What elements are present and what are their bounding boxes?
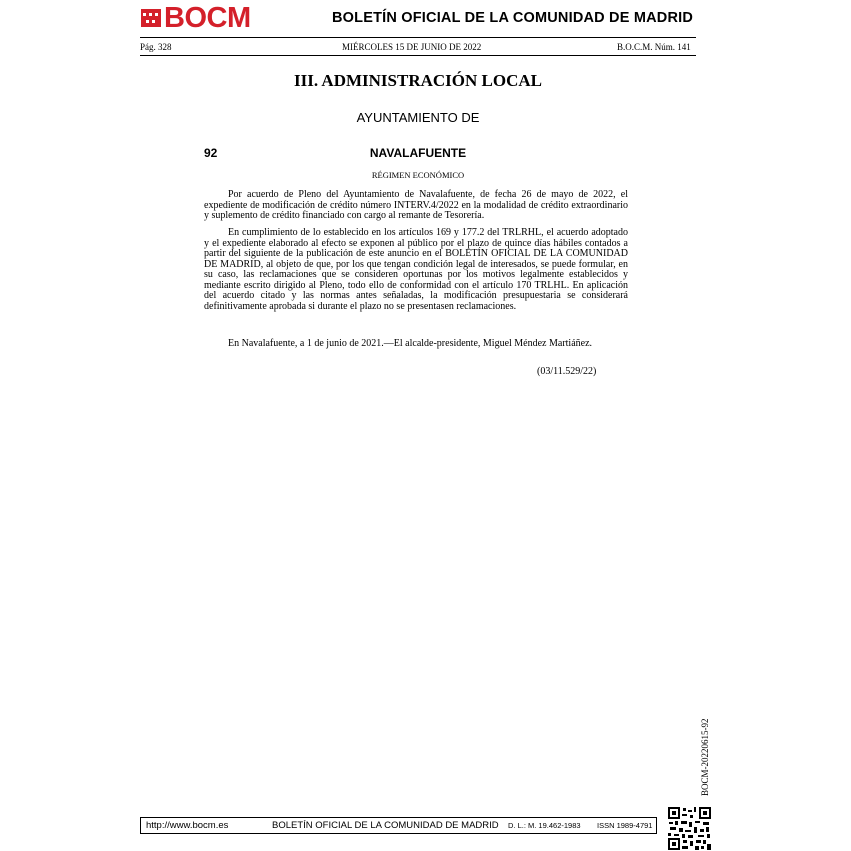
legal-deposit: D. L.: M. 19.462-1983 (508, 821, 581, 830)
header-rule-bottom (140, 55, 696, 56)
footer-url-link[interactable]: http://www.bocm.es (146, 820, 229, 831)
place-heading: NAVALAFUENTE (369, 146, 467, 160)
header-title: BOLETÍN OFICIAL DE LA COMUNIDAD DE MADRID (332, 10, 694, 26)
reference-code: (03/11.529/22) (537, 366, 597, 377)
section-title: III. ADMINISTRACIÓN LOCAL (294, 71, 542, 90)
subheading: RÉGIMEN ECONÓMICO (371, 170, 465, 180)
body-paragraph-1: Por acuerdo de Pleno del Ayuntamiento de Navalafuente, de fecha 26 de mayo de 2022, el expediente de modificación de crédito número INTERV.4/2022 en la modalidad de crédito extraordinario y suplemento de crédito financiado con cargo al remante de Tesorería. (204, 189, 628, 221)
issn: ISSN 1989-4791 (597, 821, 653, 830)
side-code: BOCM-20220615-92 (700, 718, 710, 796)
entry-number: 92 (204, 146, 218, 160)
issue-date: MIÉRCOLES 15 DE JUNIO DE 2022 (342, 42, 482, 52)
madrid-flag-icon (141, 9, 161, 27)
qr-code-icon (668, 807, 711, 850)
body-paragraph-2: En cumplimiento de lo establecido en los artículos 169 y 177.2 del TRLRHL, el acuerdo adoptado y el expediente elaborado al efecto se exponen al público por el plazo de quince días hábiles contados a partir del siguiente de la publicación de este anuncio en el BOLETÍN OFICIAL DE LA COMUNIDAD DE MADRID, al objeto de que, por los que tengan condición legal de interesados, se puede formular, en su caso, las reclamaciones que se consideren oportunas por los motivos legalmente establecidos y mediante escrito dirigido al Pleno, todo ello de conformidad con el artículo 170 TRLHL. En aplicación del acuerdo citado y las normas antes señaladas, la modificación presupuestaria se considerará definitivamente aprobada si durante el plazo no se presentasen reclamaciones. (204, 227, 628, 312)
footer-title: BOLETÍN OFICIAL DE LA COMUNIDAD DE MADRID (272, 820, 499, 831)
body-paragraph-3: En Navalafuente, a 1 de junio de 2021.—El alcalde-presidente, Miguel Méndez Martiáñez. (228, 338, 593, 349)
issue-number: B.O.C.M. Núm. 141 (617, 42, 691, 52)
page-number: Pág. 328 (140, 42, 172, 52)
ayuntamiento-heading: AYUNTAMIENTO DE (356, 110, 480, 125)
header-rule-top (140, 37, 696, 38)
bocm-logo: BOCM (164, 2, 251, 34)
